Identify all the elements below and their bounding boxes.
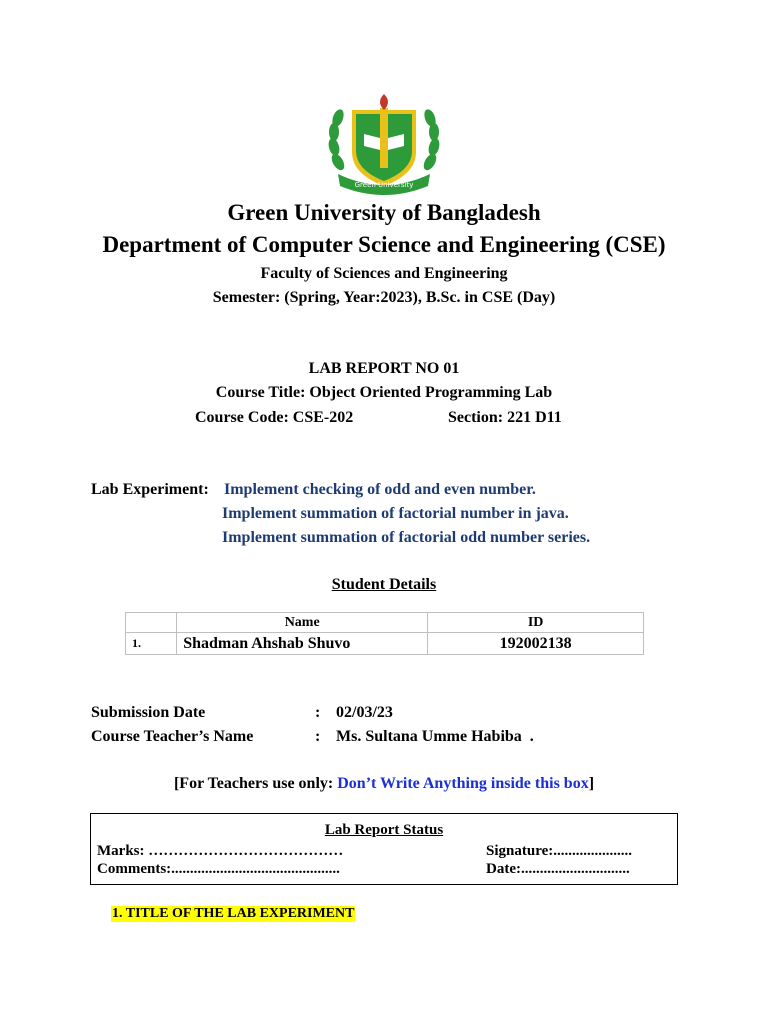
teachers-note-highlight: Don’t Write Anything inside this box bbox=[337, 775, 589, 792]
teacher-suffix: . bbox=[529, 728, 534, 745]
course-title: Course Title: Object Oriented Programming Lab bbox=[215, 384, 553, 401]
course-teacher-value bbox=[336, 728, 534, 746]
course-code: Course Code: CSE-202 bbox=[195, 409, 354, 426]
table-header-row bbox=[126, 613, 644, 633]
lab-experiment-label: Lab Experiment: bbox=[91, 481, 209, 498]
experiment-item: Implement summation of factorial odd number series. bbox=[222, 529, 591, 546]
marks-field: Marks: ………………………………… bbox=[97, 843, 344, 859]
lab-report-number: LAB REPORT NO 01 bbox=[308, 360, 460, 377]
table-header-no bbox=[126, 613, 177, 633]
student-id: 192002138 bbox=[428, 633, 644, 655]
teachers-note bbox=[0, 775, 768, 793]
date-field: Date:............................. bbox=[486, 861, 630, 877]
course-section: Section: 221 D11 bbox=[448, 409, 562, 426]
teachers-note-prefix: [For Teachers use only: bbox=[173, 775, 338, 792]
student-name: Shadman Ahshab Shuvo bbox=[177, 633, 428, 655]
comments-field: Comments:............................................. bbox=[97, 861, 340, 877]
section-title: 1. TITLE OF THE LAB EXPERIMENT bbox=[112, 906, 355, 921]
colon: : bbox=[315, 728, 321, 745]
teachers-note-suffix: ] bbox=[588, 775, 595, 792]
lab-report-status-box bbox=[90, 813, 678, 885]
experiment-item: Implement summation of factorial number in java. bbox=[222, 505, 569, 522]
logo-text: Green University bbox=[354, 181, 414, 189]
table-header-id: ID bbox=[428, 613, 644, 633]
course-teacher-label: Course Teacher’s Name bbox=[91, 728, 254, 745]
submission-date-value: 02/03/23 bbox=[336, 704, 393, 721]
university-name: Green University of Bangladesh bbox=[227, 200, 541, 225]
table-header-name: Name bbox=[177, 613, 428, 633]
teacher-name: Ms. Sultana Umme Habiba bbox=[336, 728, 522, 745]
university-logo bbox=[324, 92, 444, 196]
submission-date-label: Submission Date bbox=[91, 704, 206, 721]
faculty-name: Faculty of Sciences and Engineering bbox=[260, 265, 508, 282]
student-details-heading: Student Details bbox=[331, 576, 437, 593]
table-row bbox=[126, 633, 644, 655]
row-number: 1. bbox=[126, 633, 177, 655]
experiment-item: Implement checking of odd and even number. bbox=[224, 481, 536, 498]
department-name: Department of Computer Science and Engineering (CSE) bbox=[102, 232, 666, 257]
status-box-title: Lab Report Status bbox=[324, 822, 444, 838]
semester-info: Semester: (Spring, Year:2023), B.Sc. in CSE (Day) bbox=[212, 289, 556, 306]
signature-field: Signature:..................... bbox=[486, 843, 632, 859]
colon: : bbox=[315, 704, 321, 721]
student-details-table bbox=[125, 612, 644, 655]
